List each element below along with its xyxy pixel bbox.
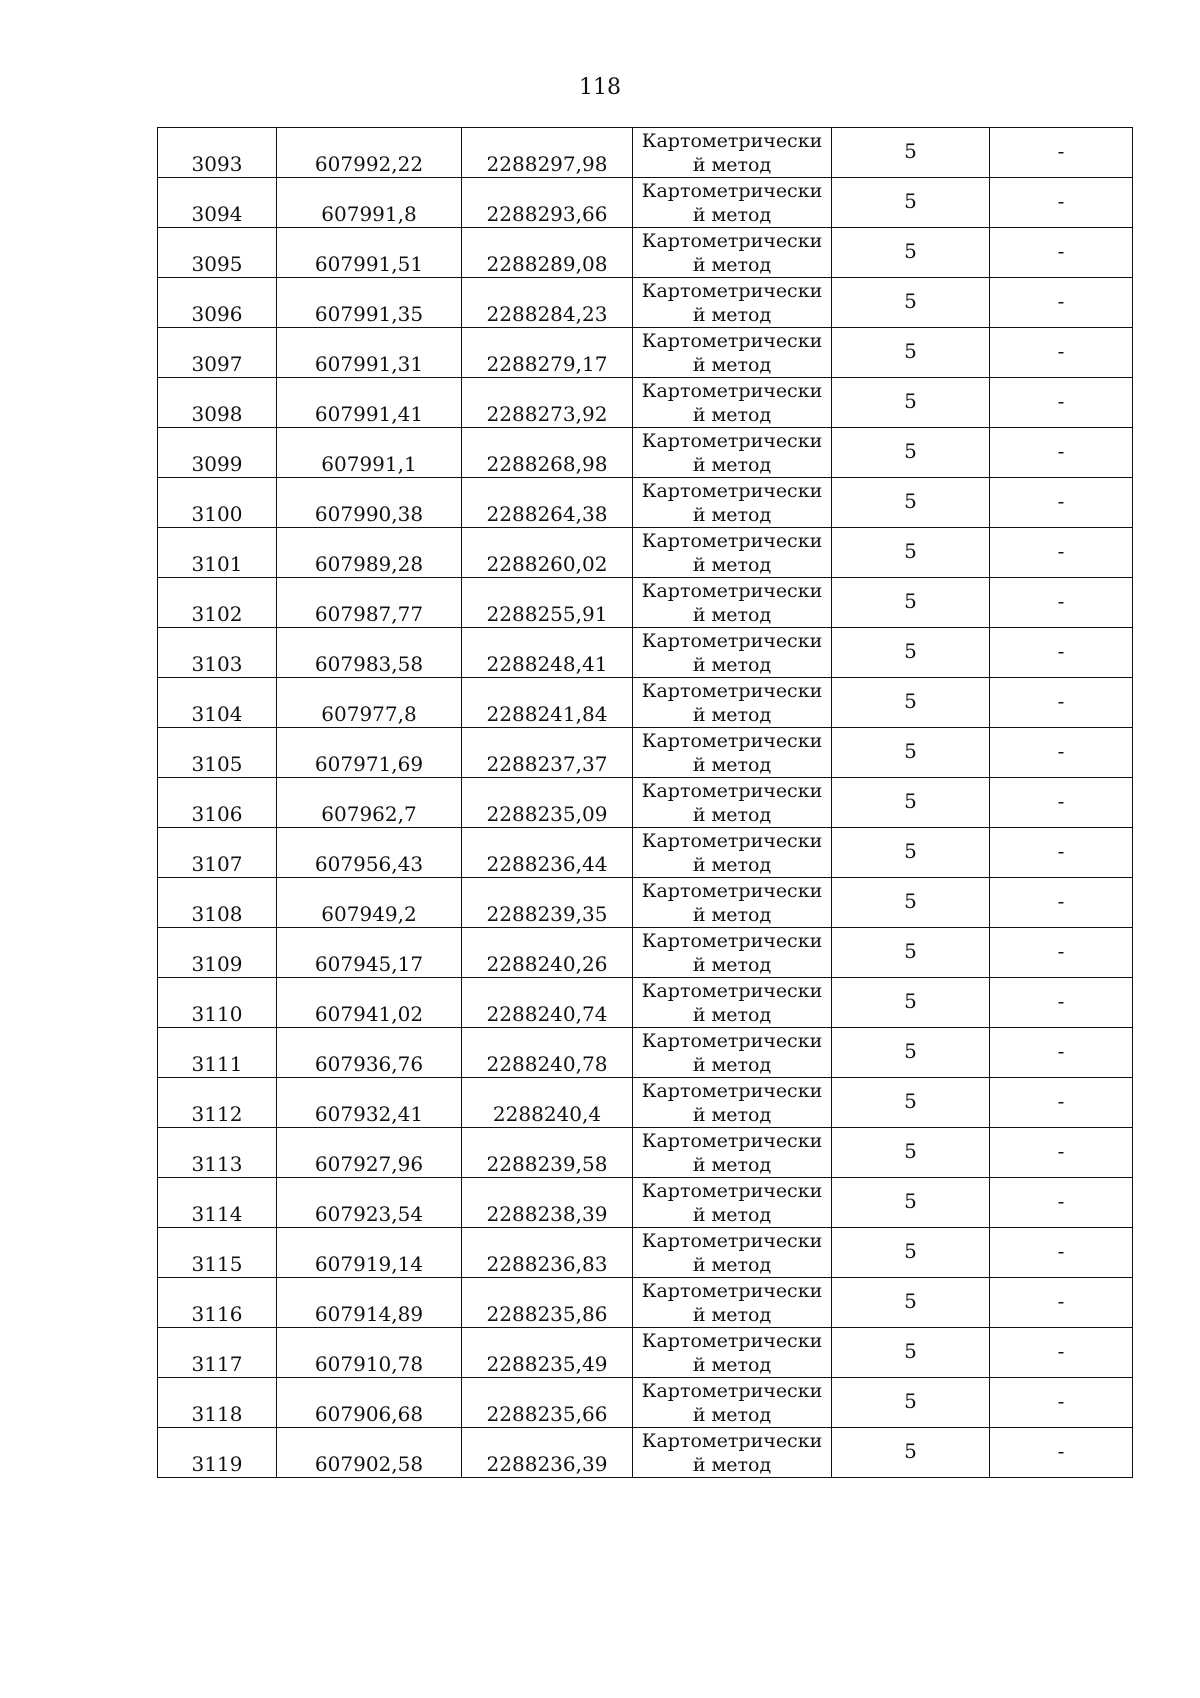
x-coordinate-cell: 607991,51 [277,228,462,278]
method-text-line-2: й метод [692,453,772,476]
note-cell: - [990,1378,1133,1428]
method-text-line-1: Картометрически [641,1079,823,1102]
point-number-cell: 3097 [158,328,277,378]
note-cell: - [990,378,1133,428]
table-row [158,1328,1133,1378]
method-cell [633,1378,832,1428]
table-row [158,378,1133,428]
x-coordinate-cell: 607991,8 [277,178,462,228]
method-text-line-2: й метод [692,353,772,376]
table-row [158,278,1133,328]
point-number-cell: 3112 [158,1078,277,1128]
y-coordinate-cell: 2288289,08 [462,228,633,278]
method-cell [633,528,832,578]
coordinates-table [157,127,1133,1478]
method-text-line-1: Картометрически [641,1379,823,1402]
x-coordinate-cell: 607936,76 [277,1028,462,1078]
accuracy-cell: 5 [832,1028,990,1078]
method-cell [633,678,832,728]
table-row [158,1228,1133,1278]
accuracy-cell: 5 [832,478,990,528]
method-cell [633,128,832,178]
y-coordinate-cell: 2288240,78 [462,1028,633,1078]
point-number-cell: 3102 [158,578,277,628]
accuracy-cell: 5 [832,1278,990,1328]
table-row [158,228,1133,278]
method-text-line-2: й метод [692,303,772,326]
table-row [158,1428,1133,1478]
method-text-line-2: й метод [692,1403,772,1426]
method-cell [633,328,832,378]
x-coordinate-cell: 607902,58 [277,1428,462,1478]
method-text-line-1: Картометрически [641,629,823,652]
method-cell [633,378,832,428]
accuracy-cell: 5 [832,228,990,278]
table-row [158,1028,1133,1078]
method-cell [633,178,832,228]
method-text-line-2: й метод [692,1103,772,1126]
y-coordinate-cell: 2288235,49 [462,1328,633,1378]
method-text-line-1: Картометрически [641,979,823,1002]
note-cell: - [990,978,1133,1028]
y-coordinate-cell: 2288248,41 [462,628,633,678]
y-coordinate-cell: 2288238,39 [462,1178,633,1228]
table-row [158,578,1133,628]
x-coordinate-cell: 607992,22 [277,128,462,178]
accuracy-cell: 5 [832,1228,990,1278]
accuracy-cell: 5 [832,178,990,228]
accuracy-cell: 5 [832,828,990,878]
method-text-line-2: й метод [692,803,772,826]
x-coordinate-cell: 607932,41 [277,1078,462,1128]
table-row [158,128,1133,178]
accuracy-cell: 5 [832,278,990,328]
x-coordinate-cell: 607945,17 [277,928,462,978]
x-coordinate-cell: 607991,1 [277,428,462,478]
table-row [158,1128,1133,1178]
point-number-cell: 3106 [158,778,277,828]
accuracy-cell: 5 [832,328,990,378]
y-coordinate-cell: 2288260,02 [462,528,633,578]
note-cell: - [990,778,1133,828]
method-text-line-1: Картометрически [641,1179,823,1202]
x-coordinate-cell: 607990,38 [277,478,462,528]
y-coordinate-cell: 2288240,74 [462,978,633,1028]
method-text-line-2: й метод [692,403,772,426]
coordinates-table-container [157,127,1133,1478]
point-number-cell: 3110 [158,978,277,1028]
method-cell [633,278,832,328]
coordinates-table-body [158,128,1133,1478]
accuracy-cell: 5 [832,1078,990,1128]
note-cell: - [990,578,1133,628]
point-number-cell: 3103 [158,628,277,678]
y-coordinate-cell: 2288235,66 [462,1378,633,1428]
accuracy-cell: 5 [832,1328,990,1378]
x-coordinate-cell: 607971,69 [277,728,462,778]
method-text-line-1: Картометрически [641,429,823,452]
method-text-line-2: й метод [692,1203,772,1226]
x-coordinate-cell: 607914,89 [277,1278,462,1328]
x-coordinate-cell: 607949,2 [277,878,462,928]
table-row [158,978,1133,1028]
note-cell: - [990,278,1133,328]
method-text-line-1: Картометрически [641,579,823,602]
note-cell: - [990,428,1133,478]
note-cell: - [990,1228,1133,1278]
accuracy-cell: 5 [832,978,990,1028]
method-text-line-1: Картометрически [641,879,823,902]
method-text-line-2: й метод [692,253,772,276]
point-number-cell: 3109 [158,928,277,978]
method-cell [633,1278,832,1328]
method-text-line-1: Картометрически [641,229,823,252]
x-coordinate-cell: 607910,78 [277,1328,462,1378]
point-number-cell: 3113 [158,1128,277,1178]
note-cell: - [990,1428,1133,1478]
method-text-line-1: Картометрически [641,729,823,752]
table-row [158,428,1133,478]
method-text-line-1: Картометрически [641,779,823,802]
method-cell [633,978,832,1028]
method-text-line-1: Картометрически [641,179,823,202]
method-text-line-2: й метод [692,853,772,876]
note-cell: - [990,728,1133,778]
accuracy-cell: 5 [832,1178,990,1228]
page-number: 118 [579,75,621,100]
accuracy-cell: 5 [832,528,990,578]
y-coordinate-cell: 2288235,09 [462,778,633,828]
note-cell: - [990,228,1133,278]
table-row [158,828,1133,878]
note-cell: - [990,1078,1133,1128]
point-number-cell: 3114 [158,1178,277,1228]
x-coordinate-cell: 607991,31 [277,328,462,378]
method-text-line-1: Картометрически [641,279,823,302]
y-coordinate-cell: 2288255,91 [462,578,633,628]
method-text-line-1: Картометрически [641,929,823,952]
point-number-cell: 3094 [158,178,277,228]
accuracy-cell: 5 [832,928,990,978]
y-coordinate-cell: 2288268,98 [462,428,633,478]
y-coordinate-cell: 2288284,23 [462,278,633,328]
method-text-line-1: Картометрически [641,1429,823,1452]
table-row [158,178,1133,228]
method-text-line-1: Картометрически [641,329,823,352]
method-text-line-2: й метод [692,1253,772,1276]
method-text-line-1: Картометрически [641,1129,823,1152]
method-text-line-2: й метод [692,1153,772,1176]
point-number-cell: 3117 [158,1328,277,1378]
method-text-line-2: й метод [692,703,772,726]
accuracy-cell: 5 [832,1378,990,1428]
note-cell: - [990,178,1133,228]
point-number-cell: 3099 [158,428,277,478]
accuracy-cell: 5 [832,878,990,928]
y-coordinate-cell: 2288293,66 [462,178,633,228]
method-cell [633,1228,832,1278]
method-text-line-2: й метод [692,953,772,976]
y-coordinate-cell: 2288239,58 [462,1128,633,1178]
method-text-line-1: Картометрически [641,829,823,852]
method-text-line-2: й метод [692,1453,772,1476]
note-cell: - [990,1178,1133,1228]
point-number-cell: 3105 [158,728,277,778]
method-text-line-1: Картометрически [641,529,823,552]
accuracy-cell: 5 [832,378,990,428]
method-cell [633,478,832,528]
method-text-line-2: й метод [692,753,772,776]
method-cell [633,1178,832,1228]
note-cell: - [990,1328,1133,1378]
method-cell [633,878,832,928]
method-text-line-2: й метод [692,1003,772,1026]
note-cell: - [990,878,1133,928]
table-row [158,878,1133,928]
table-row [158,628,1133,678]
y-coordinate-cell: 2288236,44 [462,828,633,878]
method-text-line-1: Картометрически [641,1229,823,1252]
method-cell [633,1128,832,1178]
note-cell: - [990,828,1133,878]
y-coordinate-cell: 2288237,37 [462,728,633,778]
point-number-cell: 3116 [158,1278,277,1328]
x-coordinate-cell: 607906,68 [277,1378,462,1428]
point-number-cell: 3111 [158,1028,277,1078]
x-coordinate-cell: 607989,28 [277,528,462,578]
method-text-line-2: й метод [692,1353,772,1376]
table-row [158,778,1133,828]
x-coordinate-cell: 607927,96 [277,1128,462,1178]
table-row [158,328,1133,378]
x-coordinate-cell: 607919,14 [277,1228,462,1278]
method-cell [633,1028,832,1078]
note-cell: - [990,1028,1133,1078]
y-coordinate-cell: 2288279,17 [462,328,633,378]
method-text-line-1: Картометрически [641,1329,823,1352]
table-row [158,478,1133,528]
note-cell: - [990,528,1133,578]
note-cell: - [990,128,1133,178]
method-text-line-1: Картометрически [641,479,823,502]
method-cell [633,728,832,778]
table-row [158,1078,1133,1128]
point-number-cell: 3115 [158,1228,277,1278]
method-cell [633,228,832,278]
x-coordinate-cell: 607977,8 [277,678,462,728]
method-cell [633,1078,832,1128]
point-number-cell: 3095 [158,228,277,278]
x-coordinate-cell: 607991,41 [277,378,462,428]
method-text-line-1: Картометрически [641,1029,823,1052]
x-coordinate-cell: 607941,02 [277,978,462,1028]
y-coordinate-cell: 2288236,39 [462,1428,633,1478]
x-coordinate-cell: 607923,54 [277,1178,462,1228]
y-coordinate-cell: 2288240,26 [462,928,633,978]
note-cell: - [990,1128,1133,1178]
method-text-line-2: й метод [692,1303,772,1326]
method-text-line-2: й метод [692,653,772,676]
accuracy-cell: 5 [832,1428,990,1478]
method-text-line-2: й метод [692,153,772,176]
point-number-cell: 3108 [158,878,277,928]
method-cell [633,1428,832,1478]
point-number-cell: 3118 [158,1378,277,1428]
table-row [158,528,1133,578]
method-text-line-2: й метод [692,1053,772,1076]
table-row [158,1378,1133,1428]
point-number-cell: 3119 [158,1428,277,1478]
y-coordinate-cell: 2288264,38 [462,478,633,528]
y-coordinate-cell: 2288239,35 [462,878,633,928]
method-text-line-1: Картометрически [641,1279,823,1302]
point-number-cell: 3107 [158,828,277,878]
point-number-cell: 3101 [158,528,277,578]
y-coordinate-cell: 2288236,83 [462,1228,633,1278]
table-row [158,1278,1133,1328]
accuracy-cell: 5 [832,128,990,178]
table-row [158,678,1133,728]
note-cell: - [990,678,1133,728]
method-text-line-2: й метод [692,553,772,576]
method-text-line-2: й метод [692,903,772,926]
point-number-cell: 3104 [158,678,277,728]
y-coordinate-cell: 2288297,98 [462,128,633,178]
x-coordinate-cell: 607987,77 [277,578,462,628]
accuracy-cell: 5 [832,778,990,828]
method-text-line-1: Картометрически [641,129,823,152]
method-text-line-1: Картометрически [641,379,823,402]
point-number-cell: 3096 [158,278,277,328]
table-row [158,1178,1133,1228]
note-cell: - [990,928,1133,978]
method-text-line-2: й метод [692,503,772,526]
point-number-cell: 3098 [158,378,277,428]
y-coordinate-cell: 2288241,84 [462,678,633,728]
accuracy-cell: 5 [832,728,990,778]
method-cell [633,1328,832,1378]
method-cell [633,928,832,978]
method-cell [633,578,832,628]
method-cell [633,778,832,828]
table-row [158,928,1133,978]
x-coordinate-cell: 607983,58 [277,628,462,678]
note-cell: - [990,628,1133,678]
method-cell [633,628,832,678]
y-coordinate-cell: 2288240,4 [462,1078,633,1128]
x-coordinate-cell: 607962,7 [277,778,462,828]
method-text-line-1: Картометрически [641,679,823,702]
accuracy-cell: 5 [832,428,990,478]
point-number-cell: 3093 [158,128,277,178]
note-cell: - [990,328,1133,378]
note-cell: - [990,1278,1133,1328]
accuracy-cell: 5 [832,678,990,728]
table-row [158,728,1133,778]
method-text-line-2: й метод [692,603,772,626]
x-coordinate-cell: 607991,35 [277,278,462,328]
accuracy-cell: 5 [832,628,990,678]
note-cell: - [990,478,1133,528]
y-coordinate-cell: 2288235,86 [462,1278,633,1328]
y-coordinate-cell: 2288273,92 [462,378,633,428]
method-cell [633,828,832,878]
method-text-line-2: й метод [692,203,772,226]
method-cell [633,428,832,478]
accuracy-cell: 5 [832,578,990,628]
point-number-cell: 3100 [158,478,277,528]
x-coordinate-cell: 607956,43 [277,828,462,878]
accuracy-cell: 5 [832,1128,990,1178]
